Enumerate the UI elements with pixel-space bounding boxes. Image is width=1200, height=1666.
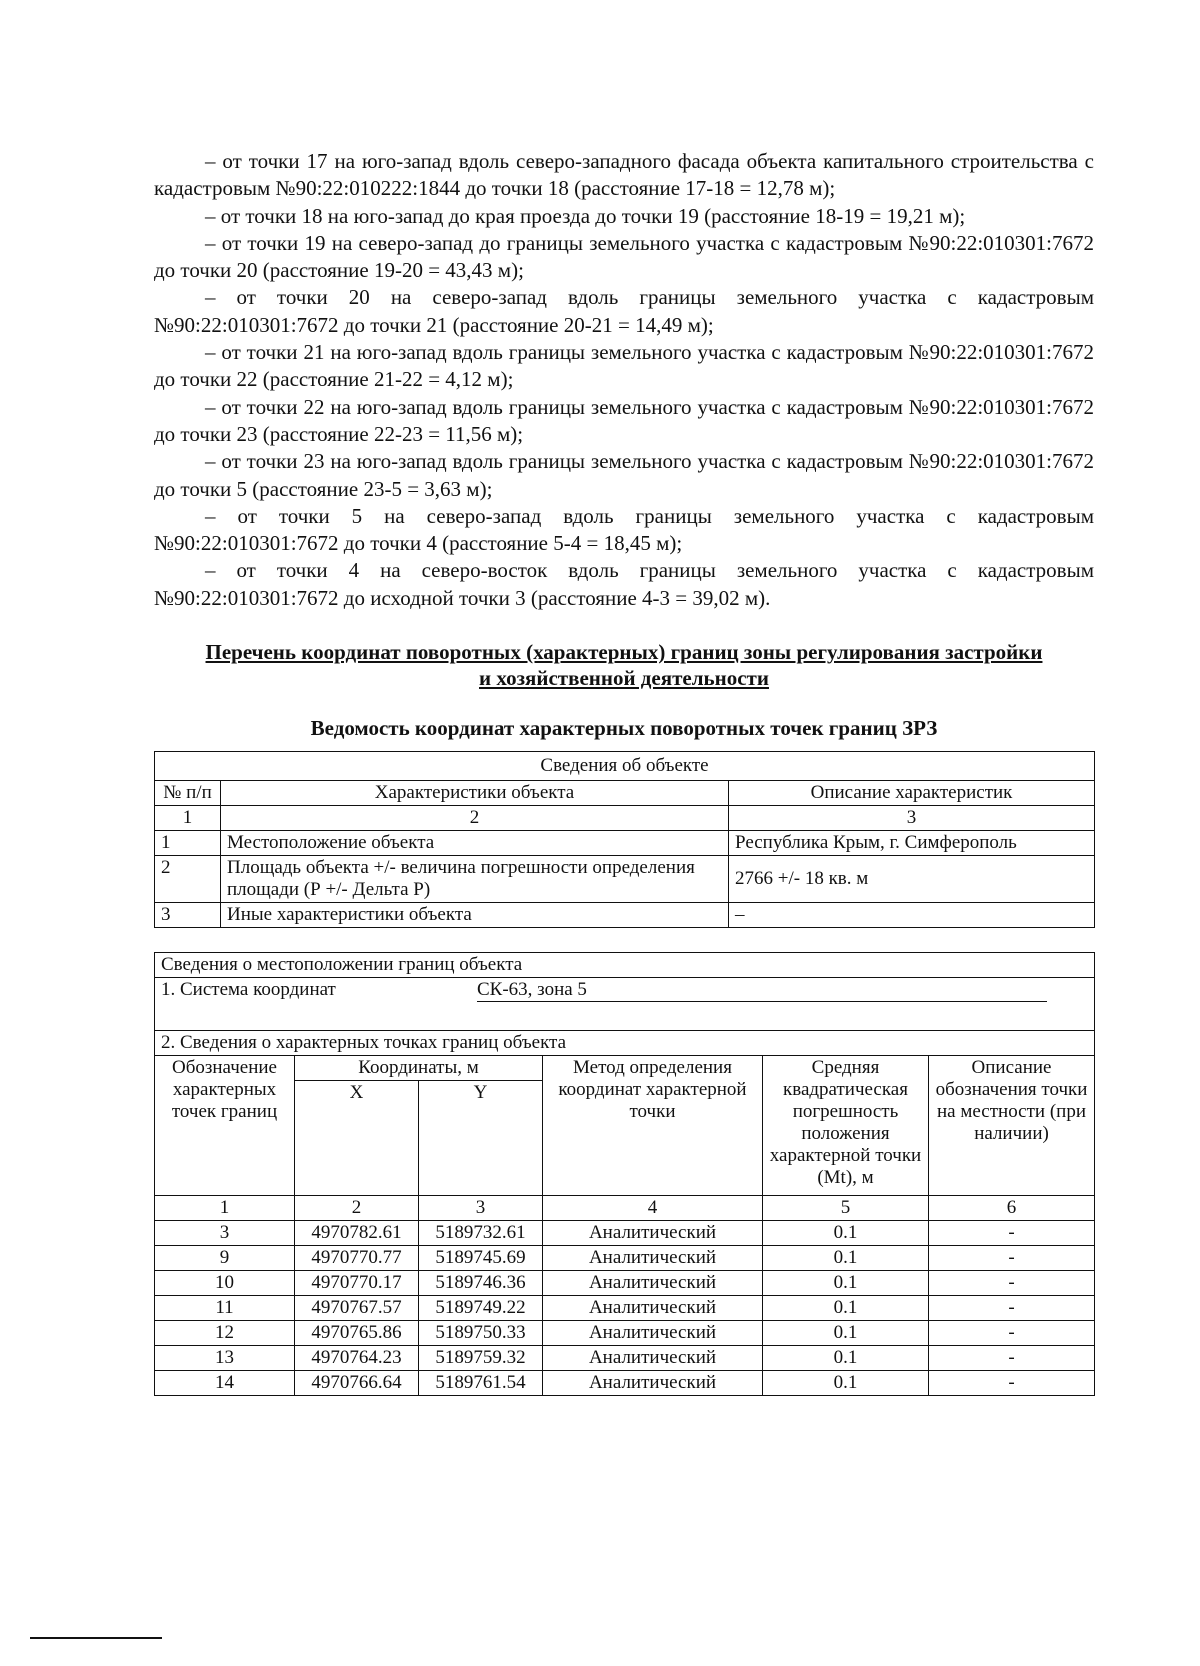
point-description: -	[929, 1246, 1095, 1271]
col-coords-header: Координаты, м	[295, 1056, 543, 1081]
coordinate-system-label: 1. Система координат	[161, 979, 336, 1001]
col-index: 2	[221, 806, 729, 831]
point-number: 12	[155, 1321, 295, 1346]
row-number: 2	[155, 856, 221, 903]
section-heading-line1: Перечень координат поворотных (характерных) границ зоны регулирования застройки	[205, 640, 1043, 665]
coord-y: 5189745.69	[419, 1246, 543, 1271]
error: 0.1	[763, 1221, 929, 1246]
row-number: 3	[155, 903, 221, 928]
coord-y: 5189750.33	[419, 1321, 543, 1346]
table-row	[155, 831, 1095, 856]
method: Аналитический	[543, 1246, 763, 1271]
error: 0.1	[763, 1246, 929, 1271]
table-row	[155, 1371, 1095, 1396]
coordinate-system	[155, 978, 1095, 1031]
coord-x: 4970782.61	[295, 1221, 419, 1246]
col-designation-header: Обозначение характерных точек границ	[155, 1056, 295, 1196]
object-info-table	[154, 751, 1095, 928]
col-index: 2	[295, 1196, 419, 1221]
col-index: 1	[155, 1196, 295, 1221]
method: Аналитический	[543, 1221, 763, 1246]
section-heading	[154, 639, 1094, 691]
row-characteristic: Иные характеристики объекта	[221, 903, 729, 928]
error: 0.1	[763, 1321, 929, 1346]
table-row	[155, 1221, 1095, 1246]
col-index: 3	[729, 806, 1095, 831]
col-index: 4	[543, 1196, 763, 1221]
point-description: -	[929, 1221, 1095, 1246]
point-number: 9	[155, 1246, 295, 1271]
col-char-header: Характеристики объекта	[221, 781, 729, 806]
coord-y: 5189761.54	[419, 1371, 543, 1396]
method: Аналитический	[543, 1371, 763, 1396]
coord-y: 5189746.36	[419, 1271, 543, 1296]
col-index: 3	[419, 1196, 543, 1221]
table-row	[155, 856, 1095, 903]
method: Аналитический	[543, 1346, 763, 1371]
table-caption: Ведомость координат характерных поворотных точек границ ЗРЗ	[310, 716, 938, 741]
section-heading-line2: и хозяйственной деятельности	[479, 666, 769, 691]
point-description: -	[929, 1371, 1095, 1396]
coordinate-rows	[155, 1221, 1095, 1396]
boundary-paragraph: – от точки 17 на юго-запад вдоль северо-западного фасада объекта капитального строительства с кадастровым №90:22:010222:1844 до точки 18 (расстояние 17-18 = 12,78 м);	[154, 149, 1094, 201]
coords-title: Сведения о местоположении границ объекта	[155, 953, 1095, 978]
coord-x: 4970765.86	[295, 1321, 419, 1346]
col-error-header: Средняя квадратическая погрешность положения характерной точки (Mt), м	[763, 1056, 929, 1196]
boundary-paragraph: – от точки 18 на юго-запад до края проезда до точки 19 (расстояние 18-19 = 19,21 м);	[205, 203, 966, 228]
point-number: 14	[155, 1371, 295, 1396]
point-number: 3	[155, 1221, 295, 1246]
table-row	[155, 1321, 1095, 1346]
table-row	[155, 1296, 1095, 1321]
point-description: -	[929, 1296, 1095, 1321]
boundary-description	[154, 148, 1094, 612]
row-description: Республика Крым, г. Симферополь	[729, 831, 1095, 856]
boundary-paragraph: – от точки 21 на юго-запад вдоль границы земельного участка с кадастровым №90:22:010301:7672 до точки 22 (расстояние 21-22 = 4,12 м);	[154, 340, 1094, 392]
error: 0.1	[763, 1346, 929, 1371]
method: Аналитический	[543, 1271, 763, 1296]
table-row	[155, 1346, 1095, 1371]
footnote-rule	[30, 1637, 162, 1639]
table-row	[155, 1246, 1095, 1271]
boundary-paragraph: – от точки 23 на юго-запад вдоль границы земельного участка с кадастровым №90:22:010301:7672 до точки 5 (расстояние 23-5 = 3,63 м);	[154, 449, 1094, 501]
row-characteristic: Площадь объекта +/- величина погрешности определения площади (Р +/- Дельта Р)	[221, 856, 729, 903]
error: 0.1	[763, 1371, 929, 1396]
col-method-header: Метод определения координат характерной точки	[543, 1056, 763, 1196]
coordinate-system-value: СК-63, зона 5	[477, 979, 1047, 1002]
col-x-header: X	[295, 1081, 419, 1196]
row-number: 1	[155, 831, 221, 856]
table-row	[155, 1271, 1095, 1296]
col-num-header: № п/п	[155, 781, 221, 806]
row-description: –	[729, 903, 1095, 928]
col-y-header: Y	[419, 1081, 543, 1196]
col-point-desc-header: Описание обозначения точки на местности (при наличии)	[929, 1056, 1095, 1196]
boundary-paragraph: – от точки 5 на северо-запад вдоль границы земельного участка с кадастровым №90:22:010301:7672 до точки 4 (расстояние 5-4 = 18,45 м);	[154, 503, 1094, 556]
points-title: 2. Сведения о характерных точках границ объекта	[155, 1031, 1095, 1056]
boundary-paragraph: – от точки 19 на северо-запад до границы земельного участка с кадастровым №90:22:010301:7672 до точки 20 (расстояние 19-20 = 43,43 м);	[154, 230, 1094, 283]
method: Аналитический	[543, 1321, 763, 1346]
point-description: -	[929, 1271, 1095, 1296]
coord-x: 4970770.17	[295, 1271, 419, 1296]
col-index: 5	[763, 1196, 929, 1221]
document-page	[154, 148, 1094, 1396]
row-characteristic: Местоположение объекта	[221, 831, 729, 856]
col-index: 1	[155, 806, 221, 831]
point-number: 11	[155, 1296, 295, 1321]
error: 0.1	[763, 1271, 929, 1296]
row-description: 2766 +/- 18 кв. м	[729, 856, 1095, 903]
coord-y: 5189749.22	[419, 1296, 543, 1321]
coord-x: 4970766.64	[295, 1371, 419, 1396]
col-desc-header: Описание характеристик	[729, 781, 1095, 806]
boundary-paragraph: – от точки 20 на северо-запад вдоль границы земельного участка с кадастровым №90:22:010301:7672 до точки 21 (расстояние 20-21 = 14,49 м);	[154, 285, 1094, 337]
coord-x: 4970767.57	[295, 1296, 419, 1321]
col-index: 6	[929, 1196, 1095, 1221]
point-description: -	[929, 1321, 1095, 1346]
coord-x: 4970770.77	[295, 1246, 419, 1271]
coord-y: 5189759.32	[419, 1346, 543, 1371]
boundary-paragraph: – от точки 22 на юго-запад вдоль границы земельного участка с кадастровым №90:22:010301:7672 до точки 23 (расстояние 22-23 = 11,56 м);	[154, 394, 1094, 446]
point-description: -	[929, 1346, 1095, 1371]
boundary-paragraph: – от точки 4 на северо-восток вдоль границы земельного участка с кадастровым №90:22:010301:7672 до исходной точки 3 (расстояние 4-3 = 39,02 м).	[154, 558, 1094, 610]
error: 0.1	[763, 1296, 929, 1321]
coordinates-table	[154, 952, 1095, 1396]
coord-y: 5189732.61	[419, 1221, 543, 1246]
coord-x: 4970764.23	[295, 1346, 419, 1371]
point-number: 10	[155, 1271, 295, 1296]
method: Аналитический	[543, 1296, 763, 1321]
point-number: 13	[155, 1346, 295, 1371]
object-info-title: Сведения об объекте	[155, 752, 1095, 781]
table-row	[155, 903, 1095, 928]
